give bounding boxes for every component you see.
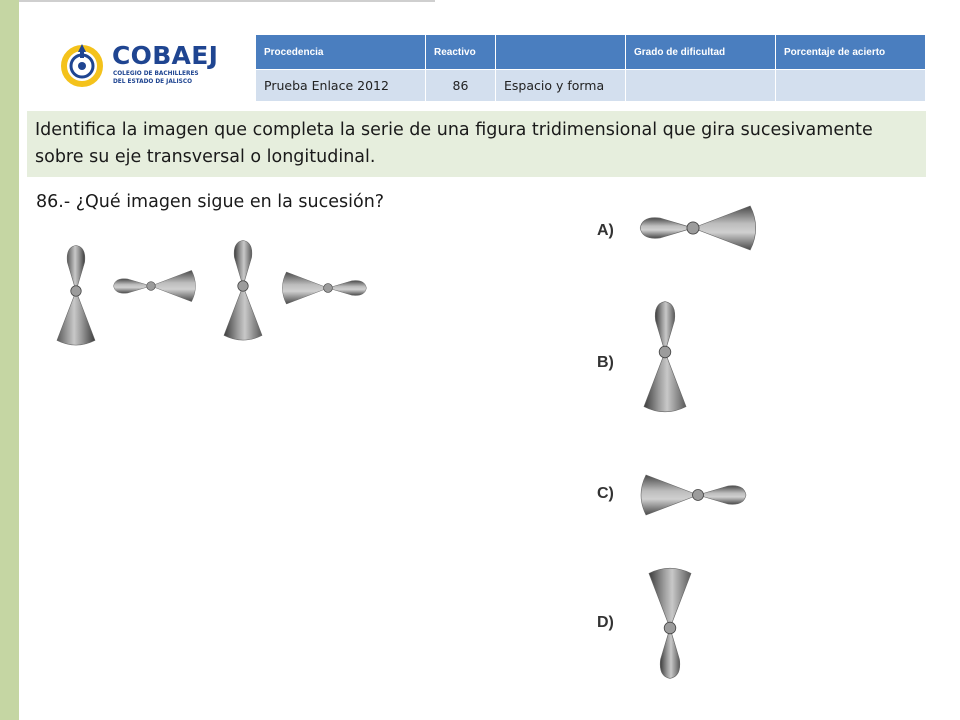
cell-grado-dificultad xyxy=(626,70,776,102)
horizontal-bowtie-large-left-icon[interactable] xyxy=(620,455,770,535)
header-porcentaje-acierto: Porcentaje de acierto xyxy=(776,35,926,70)
table-row xyxy=(256,70,926,102)
header-procedencia: Procedencia xyxy=(256,35,426,70)
cell-tema: Espacio y forma xyxy=(496,70,626,102)
logo-brand-text: COBAEJ xyxy=(112,41,219,70)
horizontal-bowtie-large-right-icon[interactable] xyxy=(630,190,780,270)
logo-emblem-icon xyxy=(58,38,110,90)
logo-subtitle xyxy=(113,70,199,86)
sequence-figure-1 xyxy=(57,245,95,345)
item-metadata-table xyxy=(255,34,926,102)
sequence-figure-2 xyxy=(114,270,196,301)
sequence-figure-4 xyxy=(282,272,366,304)
logo-subtitle-line-2: DEL ESTADO DE JALISCO xyxy=(113,79,193,85)
cell-procedencia: Prueba Enlace 2012 xyxy=(256,70,426,102)
instruction-box: Identifica la imagen que completa la serie de una figura tridimensional que gira sucesivamente sobre su eje transversal o longitudinal. xyxy=(27,111,926,177)
header-blank xyxy=(496,35,626,70)
option-b-label[interactable]: B) xyxy=(597,354,614,371)
logo-subtitle-line-1: COLEGIO DE BACHILLERES xyxy=(113,71,199,77)
header-grado-dificultad: Grado de dificultad xyxy=(626,35,776,70)
sequence-figures xyxy=(28,228,408,348)
option-c-label[interactable]: C) xyxy=(597,485,614,502)
header-reactivo: Reactivo xyxy=(426,35,496,70)
cell-porcentaje-acierto xyxy=(776,70,926,102)
option-a-label[interactable]: A) xyxy=(597,222,614,239)
question-text: 86.- ¿Qué imagen sigue en la sucesión? xyxy=(36,192,385,212)
table-header-row xyxy=(256,35,926,70)
cell-reactivo: 86 xyxy=(426,70,496,102)
sequence-figure-3 xyxy=(224,240,262,340)
vertical-bowtie-large-top-icon[interactable] xyxy=(630,550,710,690)
vertical-bowtie-large-bottom-icon[interactable] xyxy=(630,292,710,424)
cobaej-logo xyxy=(58,38,218,94)
option-d-label[interactable]: D) xyxy=(597,614,614,631)
left-accent-bar xyxy=(0,0,19,720)
top-rule xyxy=(19,0,435,2)
